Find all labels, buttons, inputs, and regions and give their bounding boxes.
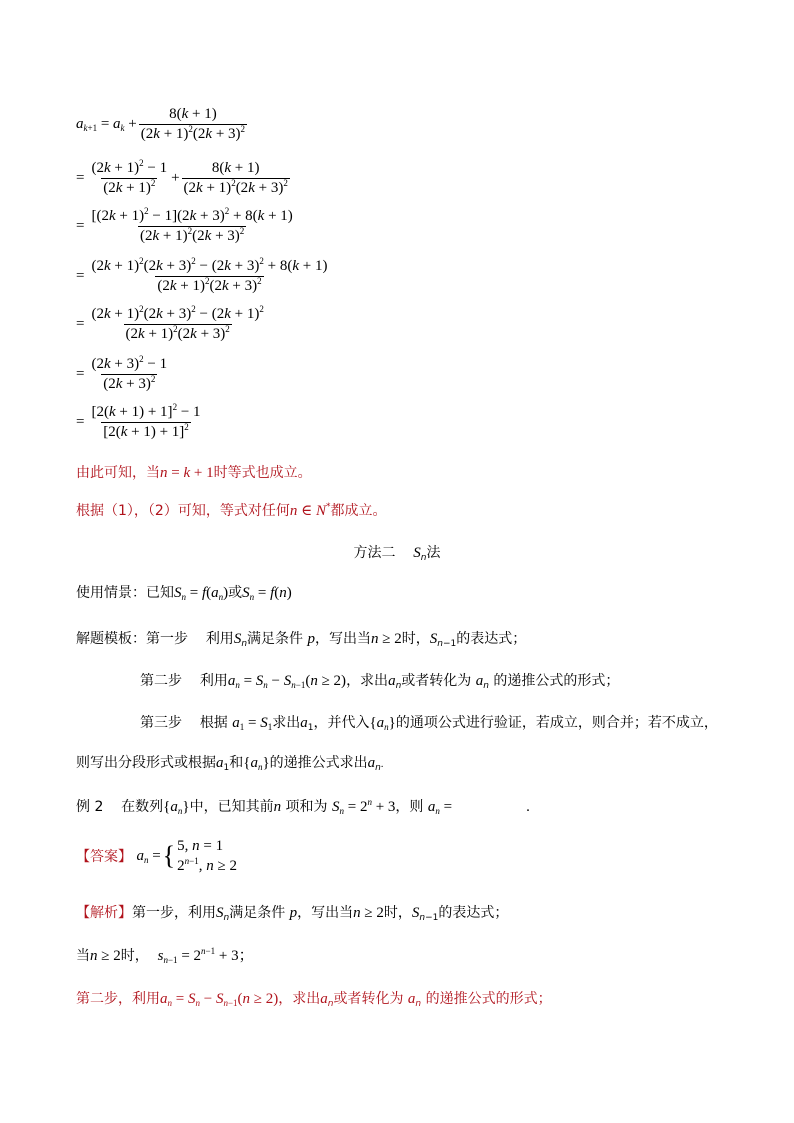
- conclusion-line-2: 根据（1），（2）可知，等式对任何n ∈ N*都成立。: [76, 502, 387, 519]
- template-step3-line2: 则写出分段形式或根据$a_1$和$\{a_n\}$的递推公式求出$a_n$.: [76, 755, 384, 773]
- example-2: 例 2 在数列$\{a_n\}$中，已知其前n 项和为 $S_n = 2^n + 3$，则 $a_n$ = .: [76, 797, 530, 816]
- template-step2: 第二步 利用$a_n = S_n - S_{n-1}(n \ge 2)$，求出$a_n$或者转化为 $a_n$ 的递推公式的形式；: [140, 673, 620, 691]
- equation-line-5: = $\frac{(2k + 1)^2(2k + 3)^2 - (2k + 1)^2}{(2k + 1)^2(2k + 3)^2}$: [76, 304, 264, 342]
- step3-label: 第三步: [140, 715, 182, 731]
- usage-or: 或: [228, 585, 243, 601]
- answer-label: 【答案】: [76, 849, 132, 865]
- answer: 【答案】 $a_n$ = { 5, n = 1 $2^{n-1}$, n ≥ 2: [76, 838, 237, 874]
- method-title-text: 方法二: [353, 545, 396, 561]
- when-line: 当n ≥ 2时， $s_{n-1} = 2^{n-1} + 3$；: [76, 946, 254, 965]
- conclusion-line-1: 由此可知，当n = k + 1时等式也成立。: [76, 465, 312, 481]
- conclusion2-text-b: 都成立。: [330, 503, 387, 519]
- analysis-line: 【解析】第一步，利用$S_n$满足条件 p，写出当n ≥ 2时，$S_{n-1}$的表达式；: [76, 905, 509, 923]
- example-label: 例 2: [76, 799, 104, 815]
- template-step1: 解题模板：第一步 利用$S_n$满足条件 p，写出当n ≥ 2时，$S_{n-1}$的表达式；: [76, 631, 527, 649]
- conclusion2-text-a: 根据（1），（2）可知，等式对任何: [76, 503, 290, 519]
- equation-line-4: = $\frac{(2k + 1)^2(2k + 3)^2 - (2k + 3)^2 + 8(k + 1)}{(2k + 1)^2(2k + 3)^2}$: [76, 256, 328, 294]
- equation-line-1: $a_{k+1} = a_k$ + $\frac{8(k + 1)}{(2k + 1)^2(2k + 3)^2}$: [76, 106, 246, 142]
- method-title-suffix: 法: [426, 545, 441, 561]
- equation-line-6: = $\frac{(2k + 3)^2 - 1}{(2k + 3)^2}$: [76, 354, 168, 392]
- step2-label: 第二步: [140, 673, 182, 689]
- conclusion-text-b: 时等式也成立。: [213, 465, 312, 481]
- equation-line-7: = $\frac{[2(k + 1) + 1]^2 - 1}{[2(k + 1) + 1]^2}$: [76, 402, 201, 440]
- conclusion-text-a: 由此可知，当: [76, 465, 160, 481]
- usage-line: 使用情景：已知$S_n = f(a_n)$或$S_n = f(n)$: [76, 585, 292, 602]
- method-title: 方法二 $S_n$法: [353, 545, 441, 563]
- usage-label: 使用情景：已知: [76, 585, 174, 601]
- equation-line-2: = $\frac{(2k + 1)^2 - 1}{(2k + 1)^2}$ + $\frac{8(k + 1)}{(2k + 1)^2(2k + 3)^2}$: [76, 158, 288, 196]
- analysis-label: 【解析】: [76, 905, 132, 921]
- template-step3: 第三步 根据 $a_1 = S_1$求出$a_1$，并代入$\{a_n\}$的通项公式进行验证，若成立，则合并；若不成立，: [140, 715, 718, 733]
- equation-line-3: = $\frac{[(2k + 1)^2 - 1](2k + 3)^2 + 8(k + 1)}{(2k + 1)^2(2k + 3)^2}$: [76, 206, 293, 244]
- template-label: 解题模板：第一步: [76, 631, 188, 647]
- step2-analysis-line: 第二步，利用$a_n = S_n - S_{n-1}(n \ge 2)$，求出$a_n$或者转化为 $a_n$ 的递推公式的形式；: [76, 991, 552, 1009]
